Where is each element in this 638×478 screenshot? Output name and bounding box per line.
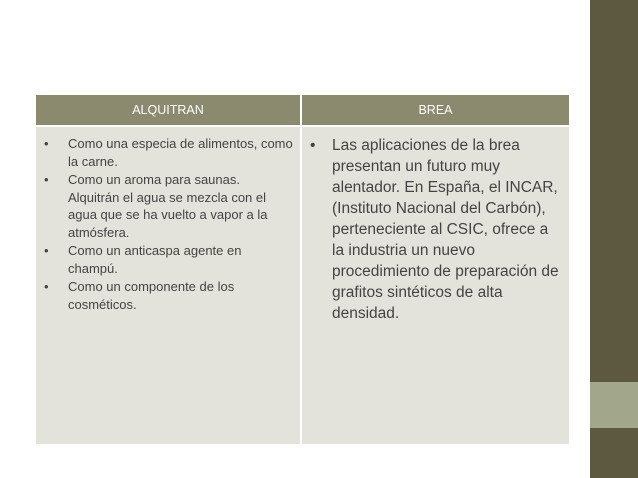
alquitran-list xyxy=(42,135,294,313)
header-brea: BREA xyxy=(301,95,569,126)
slide-sidebar-accent xyxy=(590,382,638,428)
list-item: • Como una especia de alimentos, como la carne. xyxy=(42,135,294,170)
brea-list xyxy=(308,135,563,324)
list-item: • Como un anticaspa agente en champú. xyxy=(42,242,294,277)
table-row xyxy=(36,126,569,444)
brea-cell xyxy=(301,126,569,444)
header-alquitran: ALQUITRAN xyxy=(36,95,301,126)
table-header-row xyxy=(36,95,569,126)
list-item: • Como un aroma para saunas. Alquitrán el agua se mezcla con el agua que se ha vuelto a vapor a la atmósfera. xyxy=(42,171,294,241)
list-item: • Como un componente de los cosméticos. xyxy=(42,278,294,313)
comparison-table xyxy=(36,95,569,444)
list-item: • Las aplicaciones de la brea presentan un futuro muy alentador. En España, el INCAR, (Instituto Nacional del Carbón), perteneciente al CSIC, ofrece a la industria un nuevo procedimiento de preparación de grafitos sintéticos de alta densidad. xyxy=(308,135,563,324)
alquitran-cell xyxy=(36,126,301,444)
